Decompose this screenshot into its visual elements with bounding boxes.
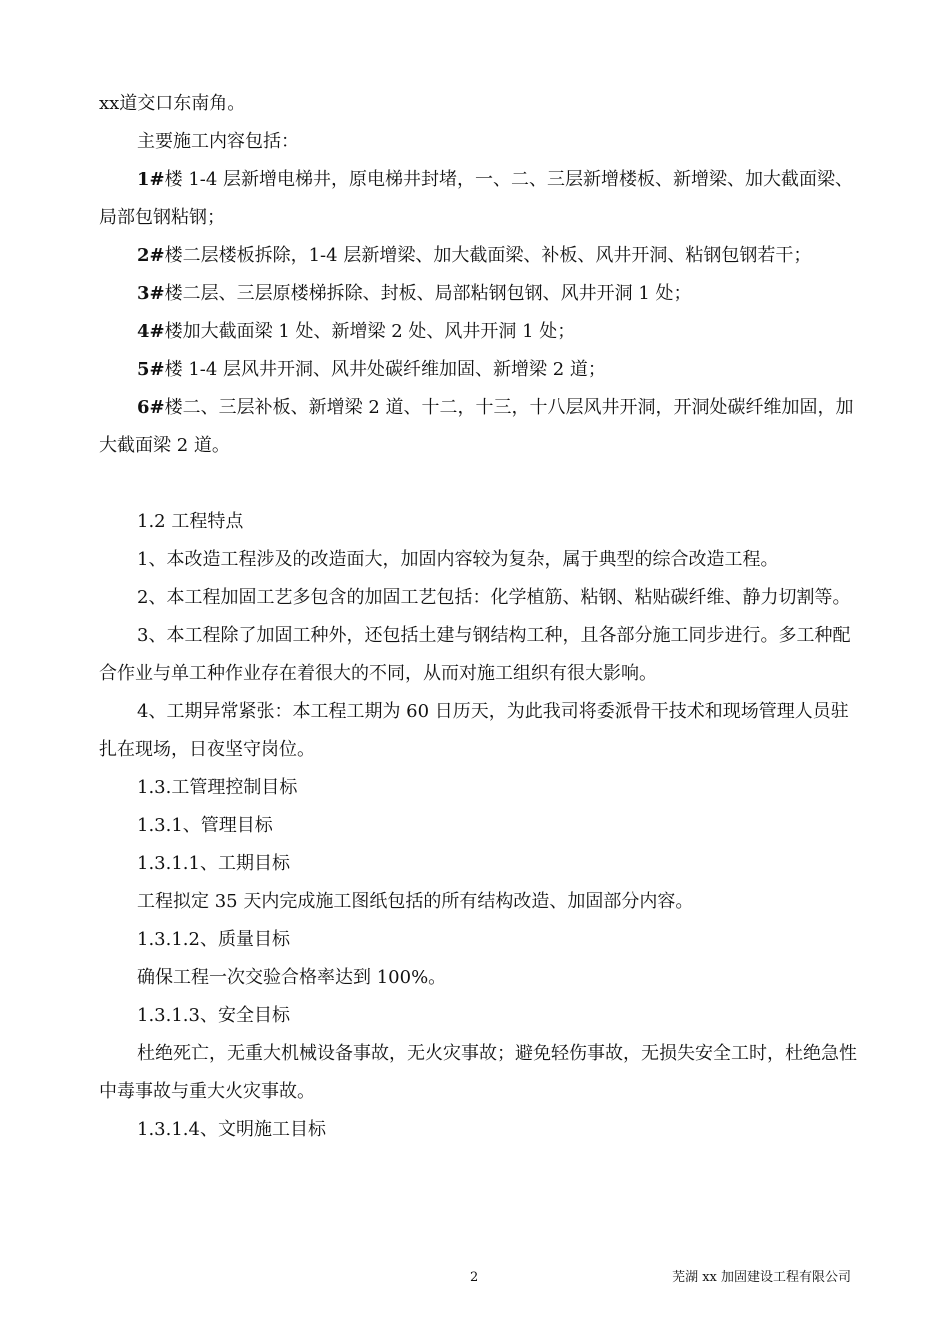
building-number: 4# — [137, 321, 165, 342]
section-heading-1-3-1: 1.3.1、管理目标 — [137, 815, 273, 836]
paragraph-location-end: xx道交口东南角。 — [99, 93, 246, 114]
quality-target-text: 确保工程一次交验合格率达到 100%。 — [137, 967, 447, 988]
blank-line — [99, 465, 859, 503]
feature-item-4: 4、工期异常紧张：本工程工期为 60 日历天，为此我司将委派骨干技术和现场管理人员驻扎在现场，日夜坚守岗位。 — [99, 701, 849, 760]
paragraph-building-4 — [99, 313, 859, 351]
feature-item-1: 1、本改造工程涉及的改造面大，加固内容较为复杂，属于典型的综合改造工程。 — [137, 549, 779, 570]
building-number: 3# — [137, 283, 165, 304]
paragraph-building-6 — [99, 389, 859, 465]
section-heading-1-3-1-2: 1.3.1.2、质量目标 — [137, 929, 290, 950]
paragraph-main-content-intro: 主要施工内容包括： — [137, 131, 299, 152]
section-heading-1-3: 1.3.工管理控制目标 — [137, 777, 298, 798]
section-heading-1-3-1-1: 1.3.1.1、工期目标 — [137, 853, 290, 874]
document-body — [99, 85, 859, 1149]
building-text: 楼二层、三层原楼梯拆除、封板、局部粘钢包钢、风井开洞 1 处； — [164, 283, 692, 304]
section-heading-1-3-1-4: 1.3.1.4、文明施工目标 — [137, 1119, 326, 1140]
building-number: 6# — [137, 397, 165, 418]
building-text: 楼 1-4 层新增电梯井，原电梯井封堵，一、二、三层新增楼板、新增梁、加大截面梁、局部包钢粘钢； — [99, 169, 854, 228]
building-number: 1# — [137, 169, 165, 190]
building-text: 楼 1-4 层风井开洞、风井处碳纤维加固、新增梁 2 道； — [164, 359, 606, 380]
building-number: 2# — [137, 245, 165, 266]
building-text: 楼二、三层补板、新增梁 2 道、十二，十三，十八层风井开洞，开洞处碳纤维加固，加大截面梁 2 道。 — [99, 397, 854, 456]
safety-target-text: 杜绝死亡，无重大机械设备事故，无火灾事故；避免轻伤事故，无损失安全工时，杜绝急性中毒事故与重大火灾事故。 — [99, 1043, 857, 1102]
paragraph-building-2 — [99, 237, 859, 275]
building-number: 5# — [137, 359, 165, 380]
paragraph-building-1 — [99, 161, 859, 237]
feature-item-3: 3、本工程除了加固工种外，还包括土建与钢结构工种，且各部分施工同步进行。多工种配合作业与单工种作业存在着很大的不同，从而对施工组织有很大影响。 — [99, 625, 851, 684]
paragraph-building-5 — [99, 351, 859, 389]
section-heading-1-3-1-3: 1.3.1.3、安全目标 — [137, 1005, 290, 1026]
schedule-target-text: 工程拟定 35 天内完成施工图纸包括的所有结构改造、加固部分内容。 — [137, 891, 694, 912]
building-text: 楼加大截面梁 1 处、新增梁 2 处、风井开洞 1 处； — [164, 321, 576, 342]
building-text: 楼二层楼板拆除，1-4 层新增梁、加大截面梁、补板、风井开洞、粘钢包钢若干； — [164, 245, 812, 266]
company-name: 芜湖 xx 加固建设工程有限公司 — [672, 1270, 851, 1285]
page-number: 2 — [470, 1270, 479, 1285]
paragraph-building-3 — [99, 275, 859, 313]
feature-item-2: 2、本工程加固工艺多包含的加固工艺包括：化学植筋、粘钢、粘贴碳纤维、静力切割等。 — [137, 587, 851, 608]
section-heading-1-2: 1.2 工程特点 — [137, 511, 244, 532]
